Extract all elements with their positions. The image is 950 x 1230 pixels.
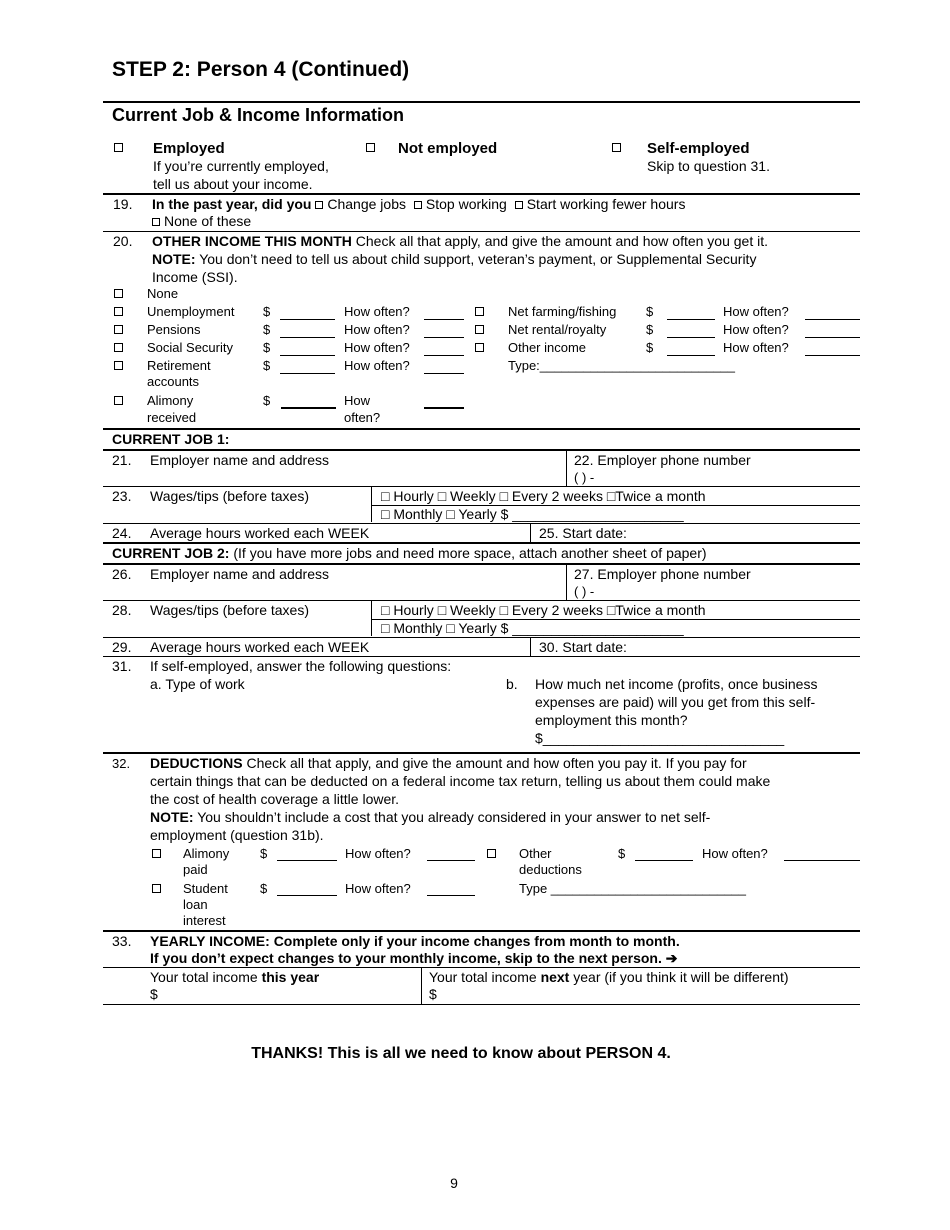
- job2-header-row: [112, 545, 707, 562]
- unemployment-dollar: $: [263, 304, 271, 319]
- net-farming-checkbox[interactable]: [475, 307, 484, 316]
- q32-note: [150, 809, 710, 826]
- q33-line-2: If you don’t expect changes to your monthly income, skip to the next person. ➔: [150, 950, 678, 966]
- q19-fewer-label: Start working fewer hours: [526, 196, 686, 212]
- q32-line-1: [150, 755, 747, 772]
- other-deductions-amount-field[interactable]: [635, 860, 693, 861]
- self-employed-note: Skip to question 31.: [647, 158, 770, 174]
- employed-checkbox[interactable]: [114, 143, 123, 152]
- thanks-message: THANKS! This is all we need to know about PERSON 4.: [251, 1045, 671, 1062]
- retirement-checkbox[interactable]: [114, 361, 123, 370]
- q32-number: 32.: [112, 756, 131, 771]
- other-deductions-checkbox[interactable]: [487, 849, 496, 858]
- q20-instructions: [152, 233, 768, 250]
- q19-row: [152, 196, 685, 213]
- job2-header-note: (If you have more jobs and need more space, attach another sheet of paper): [229, 545, 707, 561]
- q33-divider: [421, 967, 422, 1004]
- self-employed-label: Self-employed: [647, 140, 750, 157]
- rule-29: [103, 637, 860, 638]
- q23-frequency-options[interactable]: □ Hourly □ Weekly □ Every 2 weeks □Twice a month: [381, 488, 706, 504]
- q28-label: Wages/tips (before taxes): [150, 602, 309, 618]
- q27-label[interactable]: 27. Employer phone number: [574, 566, 751, 582]
- student-loan-dollar: $: [260, 881, 268, 896]
- q20-heading: OTHER INCOME THIS MONTH: [152, 233, 352, 249]
- q24-divider: [530, 523, 531, 542]
- income-none-label: None: [147, 286, 179, 301]
- q28-frequency-options[interactable]: □ Hourly □ Weekly □ Every 2 weeks □Twice a month: [381, 602, 706, 618]
- q19-stop-label: Stop working: [425, 196, 507, 212]
- alimony-how-1: How: [344, 393, 371, 408]
- q19-number: 19.: [113, 196, 133, 212]
- alimony-paid-how-often: How often?: [345, 846, 411, 861]
- q21-number: 21.: [112, 452, 132, 468]
- employed-note-1: If you’re currently employed,: [153, 158, 329, 174]
- alimony-paid-amount-field[interactable]: [277, 860, 337, 861]
- q32-note-2: employment (question 31b).: [150, 827, 324, 843]
- q19-none-label: None of these: [164, 213, 252, 229]
- q32-heading: DEDUCTIONS: [150, 755, 243, 771]
- pensions-checkbox[interactable]: [114, 325, 123, 334]
- social-security-frequency-field[interactable]: [424, 355, 464, 356]
- student-loan-amount-field[interactable]: [277, 895, 337, 896]
- rule-job2: [103, 542, 860, 544]
- alimony-received-checkbox[interactable]: [114, 396, 123, 405]
- job2-header: CURRENT JOB 2:: [112, 545, 230, 561]
- social-security-how-often: How often?: [344, 340, 410, 355]
- q20-instr: Check all that apply, and give the amount and how often you get it.: [351, 233, 769, 249]
- q19-row-2: [152, 213, 251, 230]
- q23-label: Wages/tips (before taxes): [150, 488, 309, 504]
- alimony-received-amount-field[interactable]: [281, 407, 336, 409]
- q20-note-1: You don’t need to tell us about child support, veteran’s payment, or Supplemental Security: [195, 251, 757, 267]
- alimony-paid-frequency-field[interactable]: [427, 860, 475, 861]
- net-farming-frequency-field[interactable]: [805, 319, 860, 320]
- q31b-line-3: employment this month?: [535, 712, 688, 728]
- retirement-dollar: $: [263, 358, 271, 373]
- other-deductions-label-1: Other: [519, 846, 552, 861]
- this-year-label: [150, 969, 319, 986]
- pensions-frequency-field[interactable]: [424, 337, 464, 338]
- alimony-paid-checkbox[interactable]: [152, 849, 161, 858]
- job1-header: CURRENT JOB 1:: [112, 431, 230, 447]
- unemployment-checkbox[interactable]: [114, 307, 123, 316]
- section-rule: [103, 101, 860, 103]
- next-year-bold: next: [540, 969, 570, 985]
- net-rental-label: Net rental/royalty: [508, 322, 607, 337]
- q31b-amount-field[interactable]: $_______________________________: [535, 730, 785, 746]
- net-farming-label: Net farming/fishing: [508, 304, 617, 319]
- q30-label[interactable]: 30. Start date:: [539, 639, 627, 655]
- this-year-amount-field[interactable]: $: [150, 986, 158, 1002]
- q19-change-label: Change jobs: [327, 196, 406, 212]
- next-year-label: [429, 969, 789, 986]
- page-number: 9: [450, 1175, 458, 1191]
- social-security-dollar: $: [263, 340, 271, 355]
- this-year-bold: this year: [261, 969, 320, 985]
- retirement-amount-field[interactable]: [280, 373, 335, 374]
- section-title: Current Job & Income Information: [112, 105, 405, 125]
- rule-31: [103, 656, 860, 657]
- student-loan-how-often: How often?: [345, 881, 411, 896]
- retirement-label-2: accounts: [147, 374, 200, 389]
- q23-number: 23.: [112, 488, 132, 504]
- next-year-pre: Your total income: [429, 969, 541, 985]
- rule-28: [103, 600, 860, 601]
- q21-label[interactable]: Employer name and address: [150, 452, 329, 468]
- q19-change-checkbox[interactable]: [315, 201, 323, 209]
- next-year-amount-field[interactable]: $: [429, 986, 437, 1002]
- self-employed-checkbox[interactable]: [612, 143, 621, 152]
- net-farming-dollar: $: [646, 304, 654, 319]
- rule-24: [103, 523, 860, 524]
- retirement-label-1: Retirement: [147, 358, 211, 373]
- q24-number: 24.: [112, 525, 132, 541]
- net-rental-checkbox[interactable]: [475, 325, 484, 334]
- net-rental-how-often: How often?: [723, 322, 789, 337]
- q20-number: 20.: [113, 233, 133, 249]
- q33-number: 33.: [112, 933, 132, 949]
- q33-inner-rule: [103, 967, 860, 968]
- rule-26: [103, 563, 860, 565]
- alimony-received-dollar: $: [263, 393, 271, 408]
- next-year-post: year (if you think it will be different): [569, 969, 789, 985]
- q28-amount-row[interactable]: □ Monthly □ Yearly $ ______________________: [381, 620, 684, 636]
- not-employed-label: Not employed: [398, 140, 498, 157]
- unemployment-frequency-field[interactable]: [424, 319, 464, 320]
- student-loan-label-2: loan: [183, 897, 208, 912]
- q20-note-label: NOTE:: [152, 251, 196, 267]
- rule-23: [103, 486, 860, 487]
- pensions-how-often: How often?: [344, 322, 410, 337]
- social-security-amount-field[interactable]: [280, 355, 335, 356]
- other-income-type[interactable]: Type:___________________________: [508, 358, 736, 373]
- net-farming-how-often: How often?: [723, 304, 789, 319]
- q29-label[interactable]: Average hours worked each WEEK: [150, 639, 370, 655]
- q26-number: 26.: [112, 566, 132, 582]
- q21-divider: [566, 450, 567, 486]
- q19-prompt: In the past year, did you: [152, 196, 312, 212]
- employed-note-2: tell us about your income.: [153, 176, 313, 192]
- q20-note-2: Income (SSI).: [152, 269, 238, 285]
- other-income-dollar: $: [646, 340, 654, 355]
- q31b-line-1: How much net income (profits, once business: [535, 676, 818, 692]
- rule-32: [103, 752, 860, 754]
- q28-number: 28.: [112, 602, 132, 618]
- rule-end: [103, 1004, 860, 1005]
- retirement-frequency-field[interactable]: [424, 373, 464, 374]
- q29-number: 29.: [112, 639, 132, 655]
- student-loan-label-1: Student: [183, 881, 228, 896]
- q20-note: [152, 251, 756, 268]
- q19-none-checkbox[interactable]: [152, 218, 160, 226]
- retirement-how-often: How often?: [344, 358, 410, 373]
- rule-21: [103, 449, 860, 451]
- q24-label[interactable]: Average hours worked each WEEK: [150, 525, 370, 541]
- other-deductions-frequency-field[interactable]: [784, 860, 860, 861]
- pensions-amount-field[interactable]: [280, 337, 335, 338]
- q32-note-label: NOTE:: [150, 809, 194, 825]
- q31-number: 31.: [112, 658, 132, 674]
- other-deductions-dollar: $: [618, 846, 626, 861]
- rule-20: [103, 231, 860, 232]
- alimony-how-2: often?: [344, 410, 381, 425]
- income-none-checkbox[interactable]: [114, 289, 123, 298]
- rule-19: [103, 193, 860, 195]
- student-loan-checkbox[interactable]: [152, 884, 161, 893]
- alimony-received-label-2: received: [147, 410, 197, 425]
- q31-prompt: If self-employed, answer the following questions:: [150, 658, 452, 674]
- other-income-how-often: How often?: [723, 340, 789, 355]
- other-income-checkbox[interactable]: [475, 343, 484, 352]
- other-deductions-how-often: How often?: [702, 846, 768, 861]
- page-title: STEP 2: Person 4 (Continued): [112, 58, 410, 81]
- q23-divider: [371, 486, 372, 522]
- q32-line-3: the cost of health coverage a little lower.: [150, 791, 400, 807]
- this-year-pre: Your total income: [150, 969, 262, 985]
- social-security-checkbox[interactable]: [114, 343, 123, 352]
- pensions-label: Pensions: [147, 322, 201, 337]
- alimony-paid-dollar: $: [260, 846, 268, 861]
- pensions-dollar: $: [263, 322, 271, 337]
- net-rental-dollar: $: [646, 322, 654, 337]
- rule-job1: [103, 428, 860, 430]
- rule-33: [103, 930, 860, 932]
- net-rental-frequency-field[interactable]: [805, 337, 860, 338]
- other-deductions-label-2: deductions: [519, 862, 582, 877]
- unemployment-label: Unemployment: [147, 304, 235, 319]
- alimony-received-frequency-field[interactable]: [424, 407, 464, 409]
- net-farming-amount-field[interactable]: [667, 319, 715, 320]
- q26-divider: [566, 564, 567, 600]
- other-income-label: Other income: [508, 340, 587, 355]
- other-income-frequency-field[interactable]: [805, 355, 860, 356]
- q19-stop-checkbox[interactable]: [414, 201, 422, 209]
- alimony-received-label-1: Alimony: [147, 393, 194, 408]
- student-loan-label-3: interest: [183, 913, 226, 928]
- q31b-line-2: expenses are paid) will you get from this self-: [535, 694, 816, 710]
- unemployment-how-often: How often?: [344, 304, 410, 319]
- q25-label[interactable]: 25. Start date:: [539, 525, 627, 541]
- q19-fewer-checkbox[interactable]: [515, 201, 523, 209]
- q29-divider: [530, 637, 531, 656]
- not-employed-checkbox[interactable]: [366, 143, 375, 152]
- net-rental-amount-field[interactable]: [667, 337, 715, 338]
- q27-phone-mask[interactable]: ( ) -: [574, 584, 595, 599]
- q22-label[interactable]: 22. Employer phone number: [574, 452, 751, 468]
- q32-text-1: Check all that apply, and give the amount and how often you pay it. If you pay for: [242, 755, 747, 771]
- other-deductions-type-field[interactable]: Type ___________________________: [519, 881, 747, 896]
- q22-phone-mask[interactable]: ( ) -: [574, 470, 595, 485]
- q32-note-1: You shouldn’t include a cost that you already considered in your answer to net self-: [193, 809, 711, 825]
- alimony-paid-label-2: paid: [183, 862, 208, 877]
- unemployment-amount-field[interactable]: [280, 319, 335, 320]
- q28-divider: [371, 600, 372, 636]
- employed-label: Employed: [153, 140, 225, 157]
- q32-line-2: certain things that can be deducted on a federal income tax return, telling us about them could make: [150, 773, 771, 789]
- q31a-label[interactable]: a. Type of work: [150, 676, 245, 692]
- other-income-amount-field[interactable]: [667, 355, 715, 356]
- social-security-label: Social Security: [147, 340, 233, 355]
- q26-label[interactable]: Employer name and address: [150, 566, 329, 582]
- student-loan-frequency-field[interactable]: [427, 895, 475, 896]
- q31b-letter: b.: [506, 676, 518, 692]
- q23-amount-row[interactable]: □ Monthly □ Yearly $ ______________________: [381, 506, 684, 522]
- alimony-paid-label-1: Alimony: [183, 846, 230, 861]
- q33-line-1: YEARLY INCOME: Complete only if your income changes from month to month.: [150, 933, 680, 949]
